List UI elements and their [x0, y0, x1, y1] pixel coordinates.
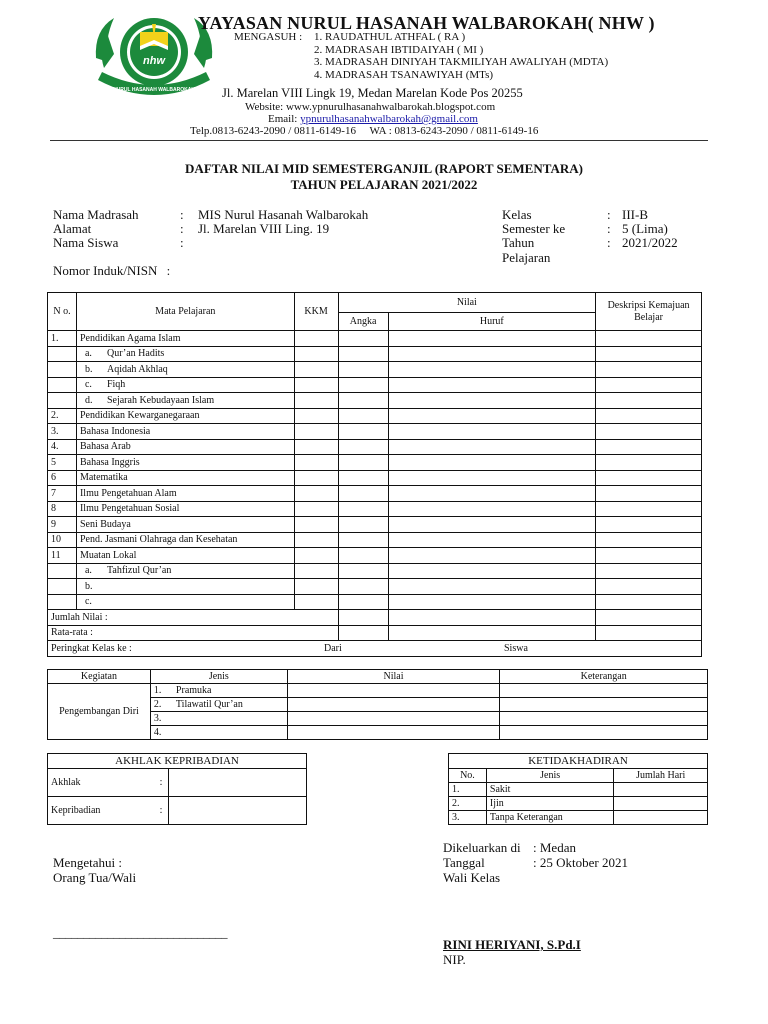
mengetahui-label: Mengetahui : — [53, 855, 122, 870]
subject-row — [48, 563, 702, 579]
kkm-cell[interactable] — [294, 393, 338, 409]
angka-cell[interactable] — [338, 377, 388, 393]
subject-no — [48, 393, 77, 409]
header-subject: Mata Pelajaran — [76, 293, 294, 331]
activity-cell — [150, 698, 287, 712]
activity-name: Tilawatil Qur’an — [175, 699, 243, 710]
desc-cell[interactable] — [596, 439, 702, 455]
subject-no: 9 — [48, 517, 77, 533]
subject-row — [48, 470, 702, 486]
school-website: Website: www.ypnurulhasanahwalbarokah.blogspot.com — [245, 101, 496, 113]
orangtua-label: Orang Tua/Wali — [53, 870, 137, 885]
subject-name — [76, 377, 294, 393]
huruf-cell[interactable] — [388, 377, 596, 393]
sep: : — [607, 207, 611, 222]
rata-huruf[interactable] — [388, 625, 596, 641]
header-no: No. — [449, 769, 487, 783]
subject-no: 8 — [48, 501, 77, 517]
subject-sub-no: d. — [84, 394, 93, 406]
subject-name: Seni Budaya — [76, 517, 294, 533]
row-no: 3. — [449, 811, 487, 825]
huruf-cell[interactable] — [388, 408, 596, 424]
huruf-cell[interactable] — [388, 331, 596, 347]
angka-cell[interactable] — [338, 563, 388, 579]
subject-sub-name: Fiqh — [106, 379, 126, 391]
kkm-cell[interactable] — [294, 486, 338, 502]
unit-item: 1. RAUDATHUL ATHFAL ( RA ) — [314, 31, 466, 43]
kkm-cell[interactable] — [294, 548, 338, 564]
grades-table — [47, 292, 702, 657]
email-link[interactable]: ypnurulhasanahwalbarokah@gmail.com — [300, 113, 478, 125]
huruf-cell[interactable] — [388, 594, 596, 610]
label-kelas: Kelas — [502, 207, 532, 222]
tanggal-label: Tanggal — [443, 855, 485, 870]
desc-cell[interactable] — [596, 501, 702, 517]
title-line-1: DAFTAR NILAI MID SEMESTERGANJIL (RAPORT SEMENTARA) — [185, 161, 583, 176]
desc-cell[interactable] — [596, 346, 702, 362]
kkm-cell[interactable] — [294, 346, 338, 362]
subject-row — [48, 393, 702, 409]
absence-title: KETIDAKHADIRAN — [449, 754, 708, 769]
subject-no — [48, 579, 77, 595]
huruf-cell[interactable] — [388, 517, 596, 533]
label-nama-siswa: Nama Siswa — [53, 235, 119, 250]
absence-days[interactable] — [614, 783, 708, 797]
activity-keterangan[interactable] — [500, 726, 708, 740]
desc-cell[interactable] — [596, 517, 702, 533]
activity-cell — [150, 712, 287, 726]
huruf-cell[interactable] — [388, 548, 596, 564]
huruf-cell[interactable] — [388, 563, 596, 579]
logo-ring-text: NURUL HASANAH WALBAROKAH — [113, 87, 195, 93]
kkm-cell[interactable] — [294, 563, 338, 579]
angka-cell[interactable] — [338, 346, 388, 362]
report-title — [0, 161, 768, 193]
parent-signature-line: _____________________________ — [53, 925, 227, 940]
subject-row — [48, 579, 702, 595]
subject-name: Pend. Jasmani Olahraga dan Kesehatan — [76, 532, 294, 548]
subject-row — [48, 548, 702, 564]
header-keterangan: Keterangan — [500, 670, 708, 684]
subject-no: 4. — [48, 439, 77, 455]
subject-row — [48, 455, 702, 471]
label-alamat: Alamat — [53, 221, 92, 236]
subject-row — [48, 424, 702, 440]
walikelas-label: Wali Kelas — [443, 870, 501, 885]
unit-item: 2. MADRASAH IBTIDAIYAH ( MI ) — [314, 43, 484, 56]
subject-row — [48, 408, 702, 424]
akhlak-table — [47, 753, 307, 825]
subject-no — [48, 594, 77, 610]
subject-row — [48, 594, 702, 610]
activity-nilai[interactable] — [287, 712, 500, 726]
school-address: Jl. Marelan VIII Lingk 19, Medan Marelan Kode Pos 20255 — [222, 86, 523, 100]
row-no: 1. — [153, 685, 162, 696]
angka-cell[interactable] — [338, 393, 388, 409]
subject-sub-no: b. — [84, 580, 93, 592]
angka-cell[interactable] — [338, 594, 388, 610]
header-no: N o. — [48, 293, 77, 331]
akhlak-label: Akhlak — [48, 769, 155, 797]
subject-row — [48, 532, 702, 548]
siswa-label: Siswa — [504, 642, 528, 654]
header-jumlah: Jumlah Hari — [614, 769, 708, 783]
desc-cell[interactable] — [596, 594, 702, 610]
subject-name: Pendidikan Agama Islam — [76, 331, 294, 347]
activity-nilai[interactable] — [287, 698, 500, 712]
angka-cell[interactable] — [338, 548, 388, 564]
angka-cell[interactable] — [338, 470, 388, 486]
huruf-cell[interactable] — [388, 393, 596, 409]
angka-cell[interactable] — [338, 517, 388, 533]
subject-name — [76, 393, 294, 409]
subject-row — [48, 501, 702, 517]
desc-cell[interactable] — [596, 377, 702, 393]
label-nama-madrasah: Nama Madrasah — [53, 207, 139, 222]
desc-cell[interactable] — [596, 563, 702, 579]
subject-no: 2. — [48, 408, 77, 424]
school-phone: Telp.0813-6243-2090 / 0811-6149-16 WA : 0813-6243-2090 / 0811-6149-16 — [190, 125, 539, 137]
identity-left — [53, 207, 369, 250]
unit-item: 4. MADRASAH TSANAWIYAH (MTs) — [314, 68, 494, 81]
nisn-row — [53, 263, 170, 278]
kepribadian-value[interactable] — [168, 797, 306, 825]
row-no: 2. — [449, 797, 487, 811]
kkm-cell[interactable] — [294, 594, 338, 610]
subject-no: 7 — [48, 486, 77, 502]
huruf-cell[interactable] — [388, 532, 596, 548]
angka-cell[interactable] — [338, 408, 388, 424]
value-kelas: III-B — [622, 207, 648, 222]
subject-row — [48, 377, 702, 393]
huruf-cell[interactable] — [388, 455, 596, 471]
kkm-cell[interactable] — [294, 532, 338, 548]
letterhead-divider — [50, 140, 708, 141]
desc-cell[interactable] — [596, 408, 702, 424]
angka-cell[interactable] — [338, 501, 388, 517]
huruf-cell[interactable] — [388, 470, 596, 486]
huruf-cell[interactable] — [388, 579, 596, 595]
subject-sub-name: Sejarah Kebudayaan Islam — [106, 394, 215, 406]
value-alamat: Jl. Marelan VIII Ling. 19 — [198, 221, 330, 236]
kkm-cell[interactable] — [294, 470, 338, 486]
subject-row — [48, 331, 702, 347]
label-nisn: Nomor Induk/NISN — [53, 263, 158, 278]
sep: : — [154, 769, 168, 797]
issued-block — [443, 840, 703, 885]
subject-name: Matematika — [76, 470, 294, 486]
header-jenis: Jenis — [486, 769, 613, 783]
kkm-cell[interactable] — [294, 377, 338, 393]
subject-no — [48, 346, 77, 362]
sep: : — [180, 235, 184, 250]
huruf-cell[interactable] — [388, 424, 596, 440]
huruf-cell[interactable] — [388, 486, 596, 502]
unit-list — [314, 31, 608, 81]
angka-cell[interactable] — [338, 455, 388, 471]
subject-no: 3. — [48, 424, 77, 440]
dari-label: Dari — [324, 642, 342, 654]
teacher-name: RINI HERIYANI, S.Pd.I — [443, 937, 581, 952]
subject-name: Ilmu Pengetahuan Alam — [76, 486, 294, 502]
angka-cell[interactable] — [338, 424, 388, 440]
subject-name: Bahasa Indonesia — [76, 424, 294, 440]
activity-keterangan[interactable] — [500, 684, 708, 698]
unit-item: 3. MADRASAH DINIYAH TAKMILIYAH AWALIYAH (MDTA) — [314, 56, 609, 68]
subject-name: Pendidikan Kewarganegaraan — [76, 408, 294, 424]
subject-name: Ilmu Pengetahuan Sosial — [76, 501, 294, 517]
sep: : — [607, 235, 611, 250]
header-nilai: Nilai — [338, 293, 596, 313]
subject-no — [48, 563, 77, 579]
subject-no: 10 — [48, 532, 77, 548]
subject-no: 11 — [48, 548, 77, 564]
subject-row — [48, 362, 702, 378]
rata-rata-label: Rata-rata : — [48, 625, 339, 641]
rata-desc[interactable] — [596, 625, 702, 641]
angka-cell[interactable] — [338, 439, 388, 455]
kepribadian-label: Kepribadian — [48, 797, 155, 825]
subject-sub-no: a. — [84, 348, 92, 360]
mengasuh-label: MENGASUH : — [234, 31, 303, 43]
desc-cell[interactable] — [596, 331, 702, 347]
value-nama-madrasah: MIS Nurul Hasanah Walbarokah — [198, 207, 369, 222]
subject-no: 5 — [48, 455, 77, 471]
jumlah-desc[interactable] — [596, 610, 702, 626]
activity-nilai[interactable] — [287, 684, 500, 698]
pengembangan-label: Pengembangan Diri — [48, 684, 151, 740]
subject-sub-no: c. — [84, 379, 92, 391]
desc-cell[interactable] — [596, 486, 702, 502]
jumlah-huruf[interactable] — [388, 610, 596, 626]
huruf-cell[interactable] — [388, 362, 596, 378]
row-no: 1. — [449, 783, 487, 797]
header-jenis: Jenis — [150, 670, 287, 684]
activity-cell — [150, 684, 287, 698]
kkm-cell[interactable] — [294, 455, 338, 471]
peringkat-row — [48, 641, 702, 657]
subject-row — [48, 346, 702, 362]
desc-cell[interactable] — [596, 548, 702, 564]
subject-no: 6 — [48, 470, 77, 486]
absence-type: Sakit — [486, 783, 613, 797]
sep: : — [154, 797, 168, 825]
desc-cell[interactable] — [596, 424, 702, 440]
huruf-cell[interactable] — [388, 439, 596, 455]
subject-name: Muatan Lokal — [76, 548, 294, 564]
foundation-name: YAYASAN NURUL HASANAH WALBAROKAH( NHW ) — [198, 13, 655, 33]
header-angka: Angka — [338, 313, 388, 331]
row-no: 4. — [153, 727, 162, 738]
row-no: 3. — [153, 713, 162, 724]
subject-no — [48, 362, 77, 378]
logo-text: nhw — [143, 55, 165, 67]
dikeluarkan-label: Dikeluarkan di — [443, 840, 521, 855]
activity-keterangan[interactable] — [500, 698, 708, 712]
kkm-cell[interactable] — [294, 517, 338, 533]
angka-cell[interactable] — [338, 486, 388, 502]
subject-sub-no: c. — [84, 596, 92, 608]
kkm-cell[interactable] — [294, 424, 338, 440]
absence-table — [448, 753, 708, 825]
desc-cell[interactable] — [596, 393, 702, 409]
dikeluarkan-value: : Medan — [533, 840, 576, 855]
desc-cell[interactable] — [596, 579, 702, 595]
subject-name: Bahasa Arab — [76, 439, 294, 455]
desc-cell[interactable] — [596, 455, 702, 471]
activity-name: Pramuka — [175, 685, 212, 696]
kkm-cell[interactable] — [294, 331, 338, 347]
subject-no — [48, 377, 77, 393]
subject-name — [76, 362, 294, 378]
subject-row — [48, 486, 702, 502]
peringkat-label: Peringkat Kelas ke : — [51, 642, 132, 654]
rata-angka[interactable] — [338, 625, 388, 641]
parent-block — [53, 855, 136, 885]
akhlak-title: AKHLAK KEPRIBADIAN — [48, 754, 307, 769]
akhlak-value[interactable] — [168, 769, 306, 797]
huruf-cell[interactable] — [388, 501, 596, 517]
subject-sub-name: Qur’an Hadits — [106, 348, 165, 360]
email-label: Email: — [268, 113, 298, 125]
sep: : — [166, 263, 171, 278]
identity-right — [502, 207, 702, 263]
header-huruf: Huruf — [388, 313, 596, 331]
subject-sub-name: Aqidah Akhlaq — [106, 363, 168, 375]
desc-cell[interactable] — [596, 532, 702, 548]
row-no: 2. — [153, 699, 162, 710]
absence-days[interactable] — [614, 811, 708, 825]
angka-cell[interactable] — [338, 579, 388, 595]
kkm-cell[interactable] — [294, 439, 338, 455]
subject-name: Bahasa Inggris — [76, 455, 294, 471]
subject-sub-no: b. — [84, 363, 93, 375]
subject-name — [76, 594, 294, 610]
pengembangan-table — [47, 669, 708, 740]
subject-row — [48, 517, 702, 533]
sep: : — [180, 221, 184, 236]
value-semester: 5 (Lima) — [622, 221, 668, 236]
activity-cell — [150, 726, 287, 740]
label-tahun: Tahun Pelajaran — [502, 235, 551, 265]
header-kkm: KKM — [294, 293, 338, 331]
angka-cell[interactable] — [338, 331, 388, 347]
sep: : — [180, 207, 184, 222]
subject-row — [48, 439, 702, 455]
activity-keterangan[interactable] — [500, 712, 708, 726]
header-kegiatan: Kegiatan — [48, 670, 151, 684]
angka-cell[interactable] — [338, 532, 388, 548]
jumlah-angka[interactable] — [338, 610, 388, 626]
sep: : — [607, 221, 611, 236]
desc-cell[interactable] — [596, 362, 702, 378]
subject-name — [76, 346, 294, 362]
subject-sub-name: Tahfizul Qur’an — [106, 565, 172, 577]
header-desc: Deskripsi Kemajuan Belajar — [596, 293, 702, 331]
kkm-cell[interactable] — [294, 408, 338, 424]
subject-sub-no: a. — [84, 565, 92, 577]
subject-no: 1. — [48, 331, 77, 347]
label-semester: Semester ke — [502, 221, 566, 236]
absence-type: Ijin — [486, 797, 613, 811]
absence-days[interactable] — [614, 797, 708, 811]
value-tahun: 2021/2022 — [622, 235, 678, 250]
kkm-cell[interactable] — [294, 362, 338, 378]
subject-name — [76, 579, 294, 595]
kkm-cell[interactable] — [294, 501, 338, 517]
desc-cell[interactable] — [596, 470, 702, 486]
activity-nilai[interactable] — [287, 726, 500, 740]
tanggal-value: : 25 Oktober 2021 — [533, 855, 628, 870]
jumlah-nilai-label: Jumlah Nilai : — [48, 610, 339, 626]
header-nilai: Nilai — [287, 670, 500, 684]
title-line-2: TAHUN PELAJARAN 2021/2022 — [290, 177, 478, 192]
subject-name — [76, 563, 294, 579]
absence-type: Tanpa Keterangan — [486, 811, 613, 825]
angka-cell[interactable] — [338, 362, 388, 378]
kkm-cell[interactable] — [294, 579, 338, 595]
teacher-nip: NIP. — [443, 952, 466, 967]
huruf-cell[interactable] — [388, 346, 596, 362]
